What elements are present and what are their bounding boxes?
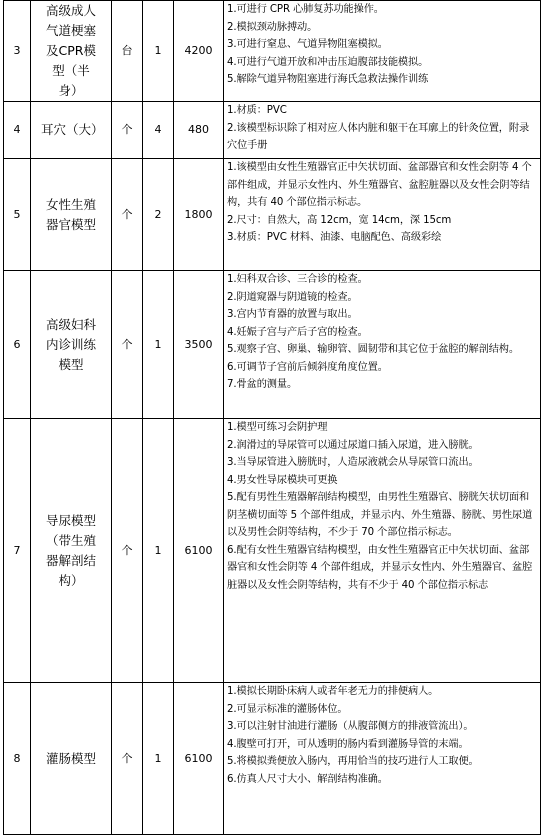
item-specifications (224, 271, 541, 419)
spec-line: 3.可以注射甘油进行灌肠（从腹部侧方的排液管流出）。 (227, 721, 474, 732)
table-row (4, 159, 541, 271)
spec-line: 5.配有男性生殖器解剖结构模型，由男性生殖器官、膀胱矢状切面和阴茎横切面等 5 个部件组成，并显示内、外生殖器、膀胱、男性尿道以及男性会阴等结构，不少于 70 个部位指示标志。 (227, 492, 533, 538)
spec-line: 4.可进行气道开放和冲击压迫腹部技能模拟。 (227, 56, 429, 68)
item-name (31, 102, 112, 159)
row-number: 3 (4, 1, 31, 102)
spec-line: 1.模型可练习会阴护理 (227, 422, 328, 433)
spec-line: 2.尺寸：自然大，高 12cm，宽 14cm，深 15cm (227, 214, 452, 226)
item-quantity: 4 (143, 102, 174, 159)
item-unit: 个 (112, 102, 143, 159)
spec-line: 2.润滑过的导尿管可以通过尿道口插入尿道，进入膀胱。 (227, 439, 479, 451)
spec-line: 2.可显示标准的灌肠体位。 (227, 703, 348, 715)
item-specifications (224, 102, 541, 159)
item-specifications (224, 683, 541, 835)
spec-line: 6.配有女性生殖器官结构模型，由女性生殖器官正中矢状切面、盆部器官和女性会阴等 4 个部件组成，并显示女性内、外生殖器官、盆腔脏器以及女性会阴等结构，共有不少于 40 个部位指示标志 (227, 544, 533, 591)
spec-line: 1.妇科双合诊、三合诊的检查。 (227, 274, 368, 285)
item-name (31, 419, 112, 683)
table-row (4, 271, 541, 419)
spec-line: 6.可调节子宫前后倾斜度角度位置。 (227, 361, 388, 373)
item-price: 3500 (174, 271, 224, 419)
item-unit: 个 (112, 159, 143, 271)
item-quantity: 1 (143, 683, 174, 835)
spec-line: 4.男女性导尿模块可更换 (227, 474, 338, 486)
spec-line: 1.模拟长期卧床病人或者年老无力的排便病人。 (227, 686, 439, 697)
item-price: 6100 (174, 419, 224, 683)
spec-line: 2.该模型标识除了相对应人体内脏和躯干在耳廓上的针灸位置，附录穴位手册 (227, 122, 530, 151)
equipment-table (3, 0, 541, 835)
item-quantity: 2 (143, 159, 174, 271)
item-name (31, 159, 112, 271)
spec-line: 3.宫内节育器的放置与取出。 (227, 309, 358, 320)
item-unit: 个 (112, 683, 143, 835)
spec-line: 2.模拟颈动脉搏动。 (227, 21, 318, 33)
spec-line: 4.妊娠子宫与产后子宫的检查。 (227, 326, 368, 338)
item-name-text: 高级成人气道梗塞及CPR模型（半身） (45, 3, 96, 98)
item-price: 4200 (174, 1, 224, 102)
spec-line: 5.观察子宫、卵巢、输卵管、圆韧带和其它位于盆腔的解剖结构。 (227, 344, 519, 355)
item-specifications (224, 419, 541, 683)
spec-line: 3.当导尿管进入膀胱时，人造尿液就会从导尿管口流出。 (227, 457, 479, 468)
item-quantity: 1 (143, 271, 174, 419)
item-name-text: 灌肠模型 (45, 750, 96, 766)
spec-line: 2.阴道窥器与阴道镜的检查。 (227, 291, 358, 303)
item-name (31, 271, 112, 419)
row-number: 8 (4, 683, 31, 835)
spec-line: 1.可进行 CPR 心肺复苏功能操作。 (227, 4, 384, 15)
row-number: 5 (4, 159, 31, 271)
spec-line: 1.材质：PVC (227, 105, 287, 116)
row-number: 7 (4, 419, 31, 683)
spec-line: 3.可进行窒息、气道异物阻塞模拟。 (227, 39, 388, 50)
item-specifications (224, 159, 541, 271)
row-number: 4 (4, 102, 31, 159)
spec-line: 5.将模拟粪便放入肠内，再用恰当的技巧进行人工取便。 (227, 756, 479, 767)
table-row (4, 102, 541, 159)
spec-line: 1.该模型由女性生殖器官正中矢状切面、盆部器官和女性会阴等 4 个部件组成，并显示女性内、外生殖器官、盆腔脏器以及女性会阴等结构，共有 40 个部位指示标志。 (227, 162, 532, 208)
item-unit: 个 (112, 419, 143, 683)
item-price: 480 (174, 102, 224, 159)
table-row (4, 1, 541, 102)
spec-line: 7.骨盆的测量。 (227, 379, 298, 390)
item-name-text: 女性生殖器官模型 (45, 196, 96, 232)
item-price: 6100 (174, 683, 224, 835)
item-name-text: 耳穴（大） (41, 122, 104, 137)
item-name-text: 导尿模型（带生殖器解剖结构） (45, 512, 96, 588)
spec-line: 6.仿真人尺寸大小、解剖结构准确。 (227, 773, 388, 785)
item-quantity: 1 (143, 419, 174, 683)
item-specifications (224, 1, 541, 102)
spec-line: 5.解除气道异物阻塞进行海氏急救法操作训练 (227, 74, 429, 85)
item-name (31, 683, 112, 835)
table-row (4, 683, 541, 835)
item-unit: 台 (112, 1, 143, 102)
table-row (4, 419, 541, 683)
spec-line: 3.材质：PVC 材料、油漆、电脑配色、高级彩绘 (227, 232, 442, 243)
item-quantity: 1 (143, 1, 174, 102)
item-name (31, 1, 112, 102)
spec-line: 4.腹壁可打开，可从透明的肠内看到灌肠导管的末端。 (227, 738, 469, 750)
item-price: 1800 (174, 159, 224, 271)
row-number: 6 (4, 271, 31, 419)
item-unit: 个 (112, 271, 143, 419)
item-name-text: 高级妇科内诊训练模型 (45, 316, 96, 372)
